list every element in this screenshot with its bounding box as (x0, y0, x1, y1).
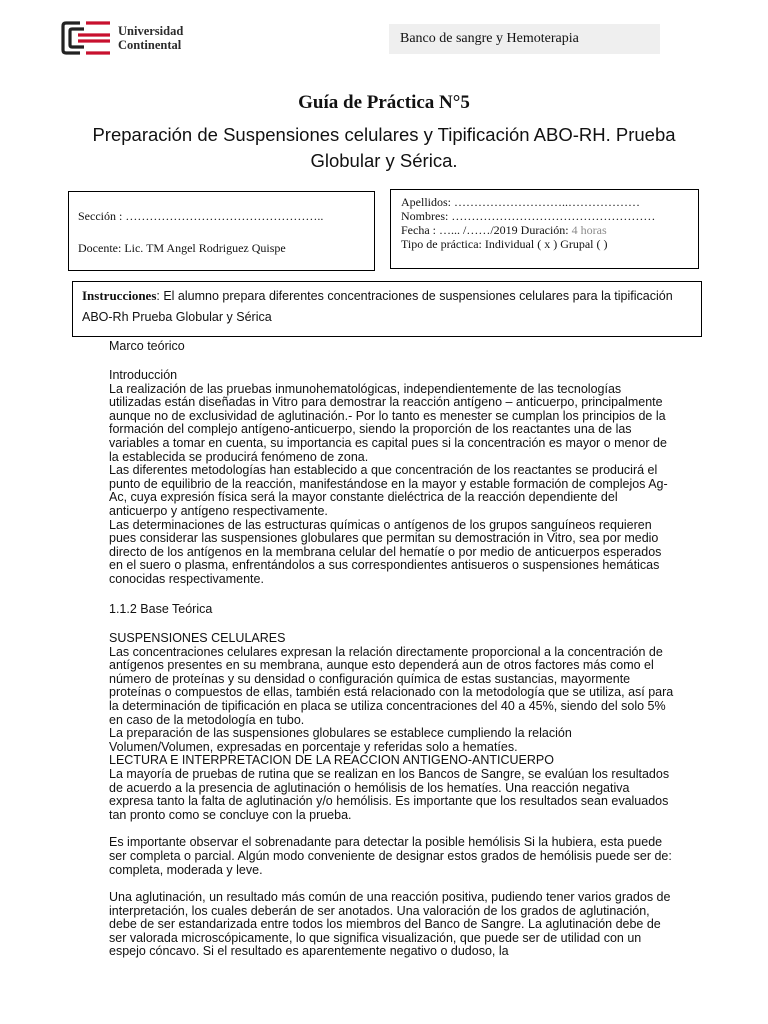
intro-paragraph-2: Las diferentes metodologías han establecido a que concentración de los reactantes se producirá el punto de equilibrio de la reacción, manifestándose en la mayor y estable formación de complejos Ag-Ac, cuya expresión física será la mayor constante dieléctrica de la reacción dependiente del anticuerpo y antígeno respectivamente. (109, 463, 668, 518)
instructions-box (72, 281, 702, 337)
suspensiones-paragraph-2: La preparación de las suspensiones globulares se establece cumpliendo la relación Volumen/Volumen, expresadas en porcentaje y referidas solo a hematíes. (109, 726, 572, 754)
guide-subtitle: Preparación de Suspensiones celulares y Tipificación ABO-RH. Prueba Globular y Sérica. (92, 124, 676, 171)
lectura-heading: LECTURA E INTERPRETACION DE LA REACCION ANTIGENO-ANTICUERPO (109, 753, 554, 768)
logo-line-2: Continental (118, 38, 182, 52)
suspensiones-heading: SUSPENSIONES CELULARES (109, 631, 286, 645)
instructions-label: Instrucciones (82, 288, 157, 303)
university-logo (60, 20, 200, 56)
logo-line-1: Universidad (118, 24, 184, 38)
instructions-text: : El alumno prepara diferentes concentraciones de suspensiones celulares para la tipificación ABO-Rh Prueba Globular y Sérica (82, 289, 673, 324)
lectura-paragraph-3: Una aglutinación, un resultado más común de una reacción positiva, pudiendo tener varios grados de interpretación, los cuales deberán de ser anotados. Una valoración de los grados de aglutinación, debe de ser estandarizada entre todos los miembros del Banco de Sangre. La aglutinación debe de ser valorada microscópicamente, lo que significa visualización, que puede ser de utilidad con un espejo cóncavo. Si el resultado es aparentemente negativo o dudoso, la (109, 890, 671, 959)
docente-field: Docente: Lic. TM Angel Rodriguez Quispe (78, 241, 286, 255)
apellidos-field: Apellidos: ………………………..……………… (401, 195, 640, 209)
guide-title: Guía de Práctica N°5 (298, 92, 470, 113)
tipo-practica-field: Tipo de práctica: Individual ( x ) Grupal ( ) (401, 237, 608, 251)
intro-paragraph-3: Las determinaciones de las estructuras químicas o antígenos de los grupos sanguíneos requieren pues considerar las suspensiones globulares que permitan su demostración in Vitro, sea por medio directo de los antígenos en la membrana celular del hematíe o por medio de anticuerpos esperados en el suero o plasma, enfrentándolos a sus correspondientes antisueros o suspensiones hemáticas conocidas respectivamente. (109, 517, 662, 586)
lectura-paragraph-2: Es importante observar el sobrenadante para detectar la posible hemólisis Si la hubiera, esta puede ser completa o parcial. Algún modo conveniente de designar estos grados de hemólisis puede ser de: completa, moderada y leve. (109, 835, 672, 877)
course-info-box (68, 191, 375, 271)
fecha-field (401, 223, 607, 238)
introduccion-heading: Introducción (109, 368, 178, 382)
seccion-field: Sección : ………………………………………….. (78, 209, 324, 223)
introduccion-section (109, 369, 674, 587)
intro-paragraph-1: La realización de las pruebas inmunohematológicas, independientemente de las tecnologías utilizadas están diseñadas in Vitro para demostrar la reacción antígeno – anticuerpo, principalmente aunque no de exclusividad de aglutinación.- Por lo tanto es menester se cumplan los principios de la formación del complejo antígeno-anticuerpo, siendo la proporción de los reactantes una de las variables a tomar en cuenta, su importancia es capital pues si la concentración es mayor o menor de la establecida se producirá fenómeno de zona. (109, 381, 667, 464)
logo-text (118, 24, 183, 52)
base-teorica-heading: 1.1.2 Base Teórica (109, 602, 213, 616)
suspensiones-paragraph-1: Las concentraciones celulares expresan la relación directamente proporcional a la concentración de antígenos presentes en su membrana, aunque esto dependerá aun de otros factores más como el número de proteínas y su densidad o configuración química de estas sustancias, mayormente proteínas o compuestos de ellas, también está relacionado con la metodología que se utiliza, así para la determinación de tipificación en placa se utiliza concentraciones del 40 a 45%, siendo del solo 5% en caso de la metodología en tubo. (109, 644, 674, 727)
student-info-box (390, 189, 699, 269)
logo-mark-icon (60, 20, 112, 56)
fecha-label: Fecha : …... /……/2019 Duración: (401, 223, 572, 237)
nombres-field: Nombres: …………………………………………… (401, 209, 656, 223)
suspensiones-section (109, 632, 674, 959)
department-label: Banco de sangre y Hemoterapia (389, 24, 660, 54)
lectura-paragraph-1: La mayoría de pruebas de rutina que se realizan en los Bancos de Sangre, se evalúan los resultados de acuerdo a la presencia de aglutinación o hemólisis de los hematíes. Una reacción negativa expresa tanto la falta de aglutinación y/o hemólisis. Es importante que los resultados sean evaluados tan pronto como se concluye con la prueba. (109, 766, 670, 822)
marco-teorico-heading: Marco teórico (109, 339, 185, 353)
duracion-value: 4 horas (571, 223, 607, 237)
